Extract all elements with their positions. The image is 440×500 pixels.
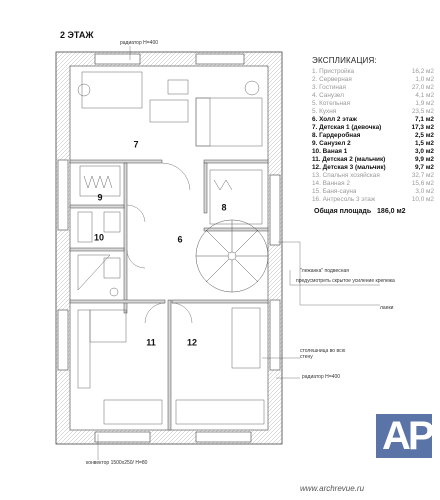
legend-row-name: 2. Серверная bbox=[312, 76, 352, 83]
logo bbox=[376, 414, 432, 458]
legend-row-area: 1,9 м2 bbox=[415, 100, 434, 107]
legend-row-area: 7,1 м2 bbox=[415, 116, 434, 123]
legend-row bbox=[312, 92, 434, 100]
legend-row bbox=[312, 140, 434, 148]
legend-row bbox=[312, 108, 434, 116]
legend-row bbox=[312, 76, 434, 84]
legend-row bbox=[312, 156, 434, 164]
legend-row-name: 15. Баня-сауна bbox=[312, 188, 357, 195]
room-number-11: 11 bbox=[146, 337, 156, 348]
legend-row-name: 3. Гостиная bbox=[312, 84, 346, 91]
legend-title: ЭКСПЛИКАЦИЯ: bbox=[312, 56, 377, 65]
floor-title: 2 ЭТАЖ bbox=[60, 30, 94, 40]
total-value: 186,0 м2 bbox=[377, 208, 406, 215]
legend-row-name: 11. Детская 2 (мальчик) bbox=[312, 156, 386, 163]
legend-row-name: 9. Санузел 2 bbox=[312, 140, 351, 147]
legend-row-area: 17,3 м2 bbox=[411, 124, 434, 131]
legend-row-area: 3,0 м2 bbox=[415, 148, 434, 155]
legend-row bbox=[312, 188, 434, 196]
legend-row-area: 32,7 м2 bbox=[411, 172, 434, 179]
legend-list bbox=[312, 68, 434, 204]
room-number-12: 12 bbox=[186, 337, 198, 348]
radiator-right-label: радиатор H=400 bbox=[302, 374, 341, 380]
legend-row-area: 27,0 м2 bbox=[411, 84, 434, 91]
legend-row-area: 4,1 м2 bbox=[415, 92, 434, 99]
legend-row bbox=[312, 68, 434, 76]
legend-row bbox=[312, 116, 434, 124]
legend-row-area: 23,5 м2 bbox=[411, 108, 434, 115]
countertop-label: столешница во всю стену bbox=[300, 348, 346, 360]
legend-row bbox=[312, 132, 434, 140]
legend-row-name: 6. Холл 2 этаж bbox=[312, 116, 357, 123]
legend-row-name: 12. Детская 3 (мальчик) bbox=[312, 164, 386, 171]
lezhanka-note: предусмотреть скрытое усиление крепежа bbox=[296, 278, 395, 284]
radiator-top-label: радиатор H=400 bbox=[120, 40, 159, 46]
legend-row-name: 8. Гардеробная bbox=[312, 132, 361, 139]
legend-row-area: 9,7 м2 bbox=[415, 164, 434, 171]
legend-row bbox=[312, 172, 434, 180]
legend-row-name: 5. Кухня bbox=[312, 108, 337, 115]
legend-row-name: 5. Котельная bbox=[312, 100, 351, 107]
legend-row bbox=[312, 164, 434, 172]
lezhanka-label: "лежанка" подвесная bbox=[300, 268, 349, 274]
legend-row-area: 15,6 м2 bbox=[411, 180, 434, 187]
room-number-6: 6 bbox=[177, 234, 183, 245]
convector-label: конвектор 1500х250/ H=80 bbox=[86, 460, 148, 466]
room-number-9: 9 bbox=[97, 192, 103, 203]
watermark: www.archrevue.ru bbox=[300, 484, 365, 493]
room-number-7: 7 bbox=[133, 139, 139, 150]
legend-row bbox=[312, 180, 434, 188]
logo-text: АР bbox=[382, 414, 432, 458]
room-number-8: 8 bbox=[221, 202, 227, 213]
legend-row-area: 2,5 м2 bbox=[415, 132, 434, 139]
legend-row-name: 16. Антресоль 3 этаж bbox=[312, 196, 376, 203]
legend-row-area: 1,5 м2 bbox=[415, 140, 434, 147]
legend-row bbox=[312, 84, 434, 92]
legend-row-area: 16,2 м2 bbox=[411, 68, 434, 75]
legend-row-name: 4. Санузел bbox=[312, 92, 344, 99]
legend-row-name: 14. Ванная 2 bbox=[312, 180, 350, 187]
legend-row-area: 1,0 м2 bbox=[415, 76, 434, 83]
total-label: Общая площадь bbox=[314, 208, 372, 215]
legend-row-area: 9,9 м2 bbox=[415, 156, 434, 163]
legend-row-name: 13. Спальня хозяйская bbox=[312, 172, 380, 179]
legend-row-name: 7. Детская 1 (девочка) bbox=[312, 124, 382, 131]
legend-row bbox=[312, 124, 434, 132]
legend-row bbox=[312, 100, 434, 108]
room-number-10: 10 bbox=[93, 232, 105, 243]
legend-row bbox=[312, 196, 434, 204]
legend-row-area: 3,0 м2 bbox=[415, 188, 434, 195]
legend-row-name: 10. Ваная 1 bbox=[312, 148, 348, 155]
legend-row bbox=[312, 148, 434, 156]
legend-row-area: 10,0 м2 bbox=[411, 196, 434, 203]
ladder-label: лаеки bbox=[380, 305, 394, 311]
legend-row-name: 1. Пристройка bbox=[312, 68, 355, 75]
total-area bbox=[314, 208, 406, 215]
